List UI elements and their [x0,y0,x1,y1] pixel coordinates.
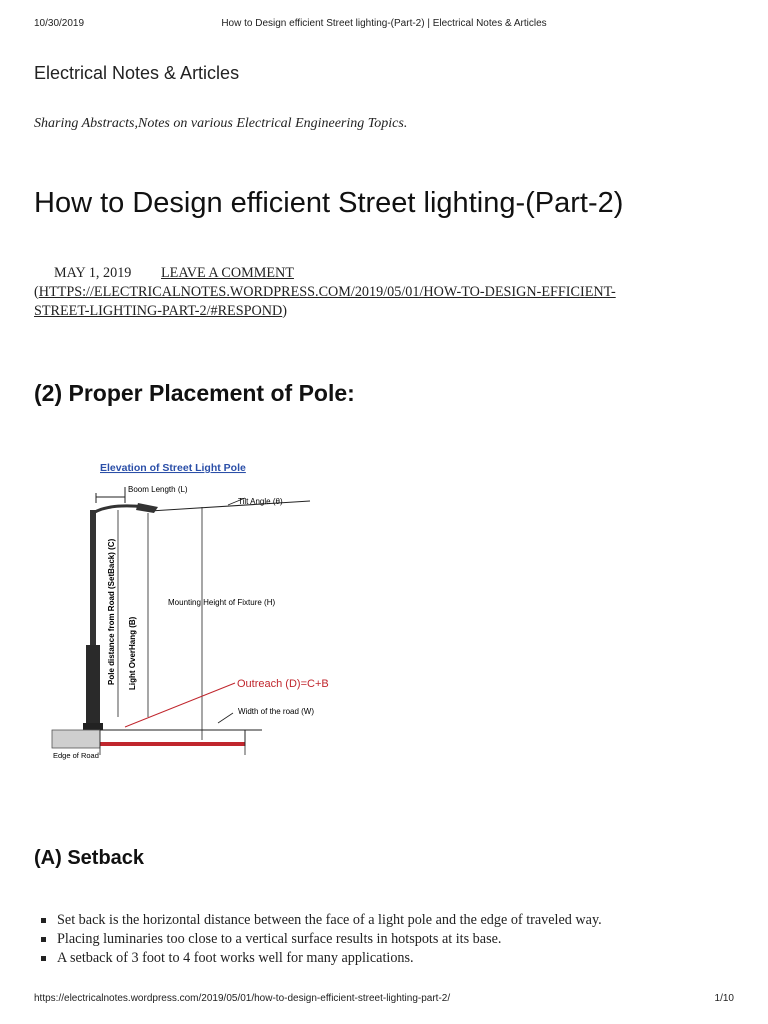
post-date: MAY 1, 2019 [54,265,132,281]
permalink-link-part-2[interactable]: STREET-LIGHTING-PART-2/#RESPOND [34,303,283,319]
list-item [38,930,602,949]
pole-base [86,645,100,730]
print-page-title: How to Design efficient Street lighting-(Part-2) | Electrical Notes & Articles [221,18,547,29]
site-tagline: Sharing Abstracts,Notes on various Electrical Engineering Topics. [34,116,408,131]
leave-comment-link[interactable]: LEAVE A COMMENT [161,265,294,281]
bullet-text: Set back is the horizontal distance between the face of a light pole and the edge of traveled way. [57,912,602,928]
edge-of-road-label: Edge of Road [53,751,99,760]
pole-foot [83,723,103,730]
print-date: 10/30/2019 [34,18,85,29]
bullet-text: A setback of 3 foot to 4 foot works well for many applications. [57,950,414,966]
setback-bullet-list [38,911,602,968]
outreach-leader [125,683,235,727]
tilt-line [150,501,310,511]
road-width-label: Width of the road (W) [238,707,315,716]
bullet-square-icon [41,956,46,961]
permalink-line-2: STREET-LIGHTING-PART-2/#RESPOND) [34,303,287,319]
permalink-link-part-1[interactable]: HTTPS://ELECTRICALNOTES.WORDPRESS.COM/2019/05/01/HOW-TO-DESIGN-EFFICIENT- [38,284,616,300]
bullet-square-icon [41,918,46,923]
far-curb [245,730,262,746]
tilt-angle-label: Tilt Angle (θ) [238,497,283,506]
outreach-label: Outreach (D)=C+B [237,678,329,690]
post-title: How to Design efficient Street lighting-(Part-2) [34,187,624,219]
list-item [38,949,602,968]
section-heading: (2) Proper Placement of Pole: [34,380,355,406]
pole-distance-label: Pole distance from Road (SetBack) (C) [107,538,116,685]
bullet-text: Placing luminaries too close to a vertical surface results in hotspots at its base. [57,931,502,947]
setback-heading: (A) Setback [34,847,145,869]
site-title-link[interactable]: Electrical Notes & Articles [34,63,240,83]
road-width-leader [218,713,233,723]
street-light-pole-diagram [50,455,329,770]
print-footer-url: https://electricalnotes.wordpress.com/2019/05/01/how-to-design-efficient-street-lighting-part-2/ [34,993,451,1004]
bullet-square-icon [41,937,46,942]
mounting-height-label: Mounting Height of Fixture (H) [168,598,276,607]
road-width-bar [100,742,245,746]
figure-title: Elevation of Street Light Pole [100,462,246,474]
light-overhang-label: Light OverHang (B) [128,616,137,690]
boom-length-label: Boom Length (L) [128,485,188,494]
luminaire-icon [136,503,158,513]
page-number: 1/10 [714,993,734,1004]
list-item [38,911,602,930]
curb-block [52,730,100,748]
permalink-line-1: (HTTPS://ELECTRICALNOTES.WORDPRESS.COM/2019/05/01/HOW-TO-DESIGN-EFFICIENT- [34,284,616,300]
